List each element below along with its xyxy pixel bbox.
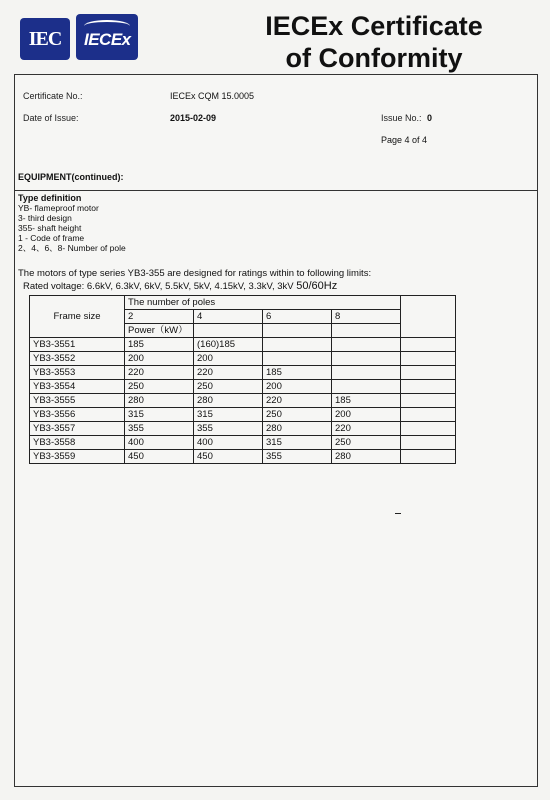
type-definition-line: 355- shaft height xyxy=(18,223,82,233)
power-cell: 400 xyxy=(125,436,194,450)
frame-size-cell: YB3-3553 xyxy=(30,366,125,380)
power-cell: 220 xyxy=(332,422,401,436)
issue-no-label: Issue No.: xyxy=(381,113,422,123)
table-row xyxy=(30,450,456,464)
date-of-issue-value: 2015-02-09 xyxy=(170,113,217,123)
power-cell: 250 xyxy=(194,380,263,394)
empty-cell xyxy=(401,408,456,422)
limits-text: The motors of type series YB3-355 are designed for ratings within to following limits: xyxy=(18,268,372,279)
frame-size-cell: YB3-3557 xyxy=(30,422,125,436)
ratings-table xyxy=(29,295,456,464)
frame-size-cell: YB3-3552 xyxy=(30,352,125,366)
iec-logo-text: IEC xyxy=(28,27,62,50)
type-definition-line: 1 - Code of frame xyxy=(18,233,85,243)
empty-cell xyxy=(401,436,456,450)
equipment-content xyxy=(14,156,538,787)
empty-cell xyxy=(401,422,456,436)
power-cell: 185 xyxy=(263,366,332,380)
table-row xyxy=(30,422,456,436)
power-cell: 220 xyxy=(263,394,332,408)
type-definition-title: Type definition xyxy=(18,193,82,203)
power-cell: 220 xyxy=(194,366,263,380)
power-cell: 250 xyxy=(125,380,194,394)
table-header-row xyxy=(30,296,456,310)
empty-cell xyxy=(401,338,456,352)
title-line-2: of Conformity xyxy=(285,43,463,73)
power-cell: 280 xyxy=(194,394,263,408)
title-line-1: IECEx Certificate xyxy=(265,11,483,41)
power-cell: 400 xyxy=(194,436,263,450)
pole-number-cell: 6 xyxy=(263,310,332,324)
poles-header: The number of poles xyxy=(125,296,401,310)
table-row xyxy=(30,436,456,450)
pole-number-cell: 4 xyxy=(194,310,263,324)
dash-mark xyxy=(395,513,401,514)
iecex-logo xyxy=(76,14,138,60)
frame-size-header: Frame size xyxy=(30,296,125,338)
power-cell: 315 xyxy=(125,408,194,422)
power-cell: 200 xyxy=(125,352,194,366)
type-definition-line: 2、4、6、8- Number of pole xyxy=(18,243,126,253)
date-of-issue-label: Date of Issue: xyxy=(23,113,79,123)
empty-cell xyxy=(401,380,456,394)
equipment-heading: EQUIPMENT(continued): xyxy=(18,172,124,182)
frame-size-cell: YB3-3559 xyxy=(30,450,125,464)
rated-voltage xyxy=(23,280,337,292)
page-number: Page 4 of 4 xyxy=(381,135,428,145)
type-definition-line: YB- flameproof motor xyxy=(18,203,99,213)
power-cell: 280 xyxy=(332,450,401,464)
power-cell xyxy=(332,380,401,394)
empty-column-header xyxy=(401,296,456,338)
power-cell xyxy=(263,338,332,352)
power-cell: 450 xyxy=(125,450,194,464)
pole-number-cell: 8 xyxy=(332,310,401,324)
power-cell: 200 xyxy=(332,408,401,422)
power-cell: 355 xyxy=(125,422,194,436)
power-cell: 185 xyxy=(125,338,194,352)
issue-no-value: 0 xyxy=(427,113,433,123)
power-cell xyxy=(332,352,401,366)
document-title xyxy=(224,10,524,74)
power-cell: 200 xyxy=(194,352,263,366)
power-cell: 450 xyxy=(194,450,263,464)
iecex-logo-text: IECEx xyxy=(84,30,131,49)
power-cell: 355 xyxy=(194,422,263,436)
power-cell: (160)185 xyxy=(194,338,263,352)
rated-voltage-text: Rated voltage: 6.6kV, 6.3kV, 6kV, 5.5kV, 5kV, 4.15kV, 3.3kV, 3kV xyxy=(23,281,294,292)
table-body xyxy=(30,338,456,464)
empty-cell xyxy=(401,352,456,366)
table-row xyxy=(30,380,456,394)
power-cell: 200 xyxy=(263,380,332,394)
power-label: Power（kW） xyxy=(125,324,194,338)
empty-cell xyxy=(401,366,456,380)
table-row xyxy=(30,408,456,422)
power-cell: 315 xyxy=(263,436,332,450)
blank-cell xyxy=(263,324,332,338)
power-cell: 250 xyxy=(263,408,332,422)
empty-cell xyxy=(401,394,456,408)
pole-number-cell: 2 xyxy=(125,310,194,324)
certificate-no-label: Certificate No.: xyxy=(23,91,83,101)
power-cell: 280 xyxy=(263,422,332,436)
table-row xyxy=(30,366,456,380)
frame-size-cell: YB3-3556 xyxy=(30,408,125,422)
frame-size-cell: YB3-3551 xyxy=(30,338,125,352)
power-cell: 185 xyxy=(332,394,401,408)
iec-logo xyxy=(20,18,70,60)
certificate-header xyxy=(14,8,538,74)
certificate-info-box xyxy=(14,74,538,158)
blank-cell xyxy=(194,324,263,338)
table-row xyxy=(30,352,456,366)
frame-size-cell: YB3-3555 xyxy=(30,394,125,408)
table-row xyxy=(30,394,456,408)
blank-cell xyxy=(332,324,401,338)
power-cell: 220 xyxy=(125,366,194,380)
type-definition xyxy=(15,190,537,253)
certificate-no-value: IECEx CQM 15.0005 xyxy=(170,91,255,101)
power-cell xyxy=(263,352,332,366)
power-cell: 280 xyxy=(125,394,194,408)
power-cell: 250 xyxy=(332,436,401,450)
power-cell: 355 xyxy=(263,450,332,464)
empty-cell xyxy=(401,450,456,464)
type-definition-line: 3- third design xyxy=(18,213,72,223)
frame-size-cell: YB3-3554 xyxy=(30,380,125,394)
frame-size-cell: YB3-3558 xyxy=(30,436,125,450)
power-cell xyxy=(332,366,401,380)
power-cell xyxy=(332,338,401,352)
rated-frequency: 50/60Hz xyxy=(296,280,338,292)
power-cell: 315 xyxy=(194,408,263,422)
table-row xyxy=(30,338,456,352)
